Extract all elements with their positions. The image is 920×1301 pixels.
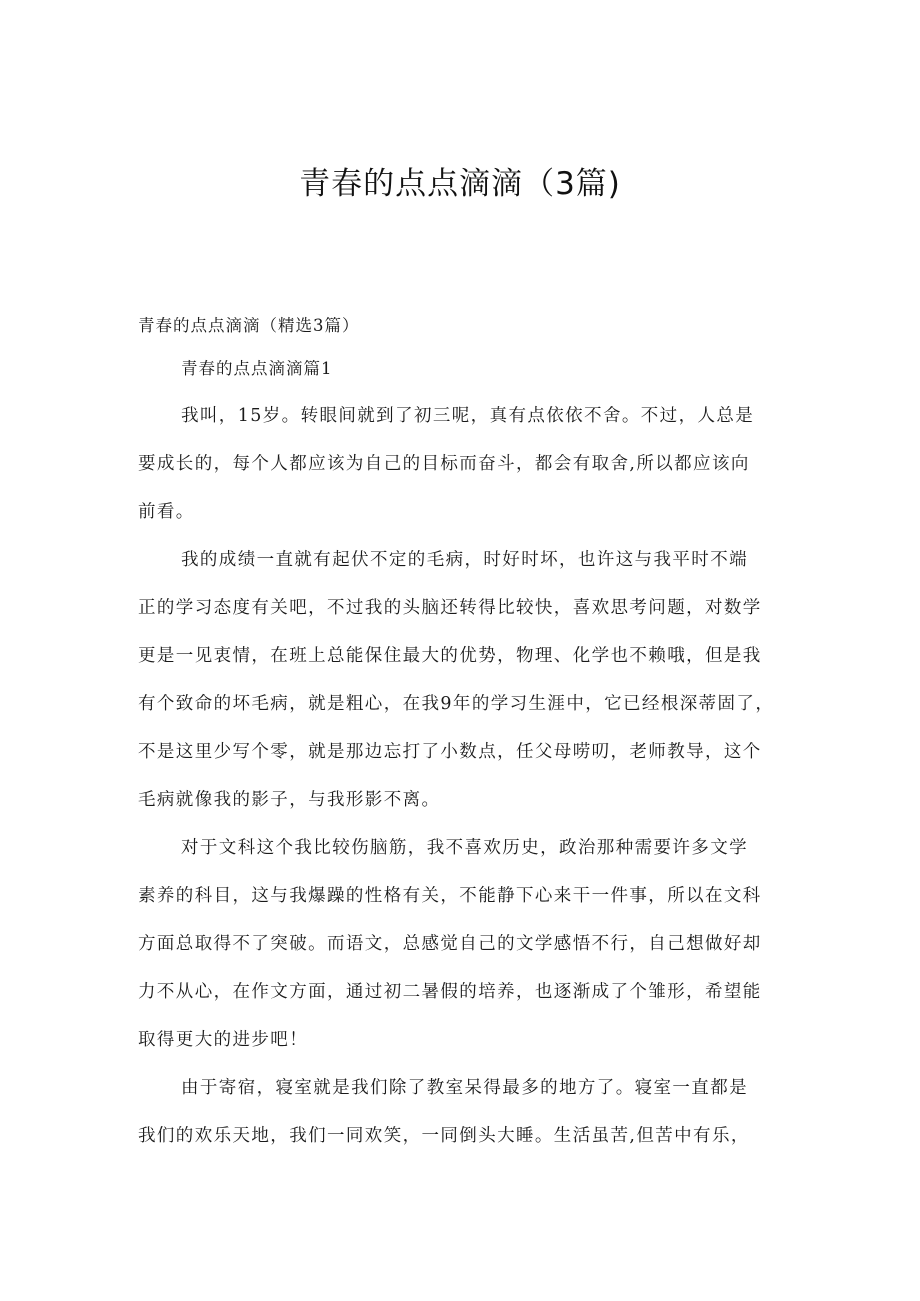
- paragraph-line: 我叫，15岁。转眼间就到了初三呢，真有点依依不舍。不过，人总是: [181, 406, 755, 426]
- paragraph: [138, 824, 792, 1064]
- document-body: [138, 306, 792, 1160]
- paragraph-line: 正的学习态度有关吧，不过我的头脑还转得比较快，喜欢思考问题，对数学: [138, 598, 762, 618]
- paragraph-line: 前看。: [138, 502, 195, 522]
- paragraph: [138, 536, 792, 824]
- paragraph-line: 方面总取得不了突破。而语文，总感觉自己的文学感悟不行，自己想做好却: [138, 934, 762, 954]
- paragraph-line: 力不从心，在作文方面，通过初二暑假的培养，也逐渐成了个雏形，希望能: [138, 982, 762, 1002]
- paragraph-line: 不是这里少写个零，就是那边忘打了小数点，任父母唠叨，老师教导，这个: [138, 742, 762, 762]
- document-title: 青春的点点滴滴（3篇): [299, 166, 621, 202]
- paragraph-line: 毛病就像我的影子，与我形影不离。: [138, 790, 441, 810]
- paragraph-line: 对于文科这个我比较伤脑筋，我不喜欢历史，政治那种需要许多文学: [181, 838, 748, 858]
- paragraph-line: 我的成绩一直就有起伏不定的毛病，时好时坏，也许这与我平时不端: [181, 550, 748, 570]
- paragraph-line: 有个致命的坏毛病，就是粗心，在我9年的学习生涯中，它已经根深蒂固了，: [138, 694, 775, 714]
- paragraph-line: 更是一见衷情，在班上总能保住最大的优势，物理、化学也不赖哦，但是我: [138, 646, 762, 666]
- paragraph-line: 我们的欢乐天地，我们一同欢笑，一同倒头大睡。生活虽苦,但苦中有乐，: [138, 1126, 750, 1146]
- paragraph-line: 要成长的，每个人都应该为自己的目标而奋斗，都会有取舍,所以都应该向: [138, 454, 750, 474]
- paragraph-line: 取得更大的进步吧！: [138, 1030, 309, 1050]
- paragraph: [138, 1064, 792, 1160]
- section-heading: 青春的点点滴滴篇1: [181, 359, 333, 378]
- paragraph: [138, 392, 792, 536]
- paragraph-line: 素养的科目，这与我爆躁的性格有关，不能静下心来干一件事，所以在文科: [138, 886, 762, 906]
- document-subtitle: 青春的点点滴滴（精选3篇）: [138, 316, 360, 335]
- paragraph-line: 由于寄宿，寝室就是我们除了教室呆得最多的地方了。寝室一直都是: [181, 1078, 748, 1098]
